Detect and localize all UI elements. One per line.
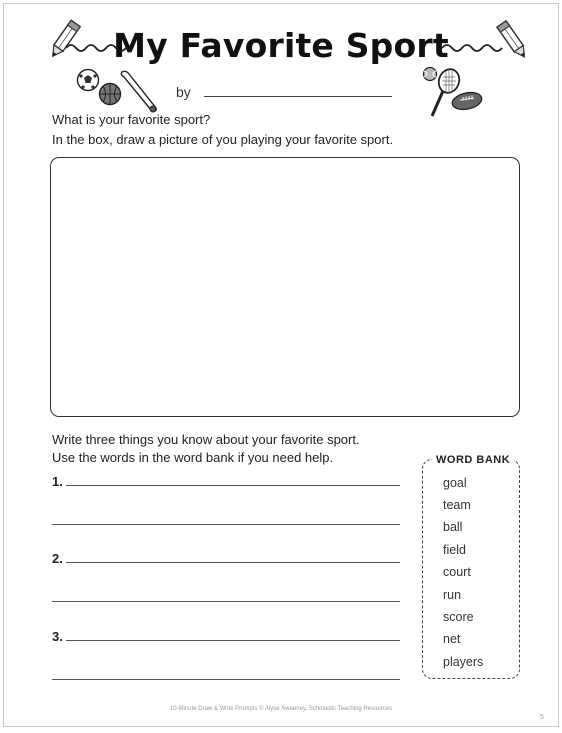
item-number-3: 3. <box>52 629 63 644</box>
basketball-icon <box>98 82 122 106</box>
word-bank-title: WORD BANK <box>432 454 514 466</box>
word-bank-item: field <box>443 543 466 557</box>
drawing-box[interactable] <box>50 157 520 417</box>
item-number-2: 2. <box>52 551 63 566</box>
word-bank-item: court <box>443 565 471 579</box>
page-title: My Favorite Sport <box>113 26 449 65</box>
write-instruction: Write three things you know about your favorite sport. <box>52 432 360 447</box>
writing-line[interactable] <box>66 562 400 563</box>
writing-line[interactable] <box>52 524 400 525</box>
name-line[interactable] <box>204 96 392 97</box>
word-bank-item: goal <box>443 476 467 490</box>
writing-line[interactable] <box>66 640 400 641</box>
football-icon <box>450 90 484 112</box>
word-bank-item: net <box>443 632 461 646</box>
worksheet-page <box>3 3 559 727</box>
word-bank-item: score <box>443 610 474 624</box>
by-label: by <box>176 84 191 100</box>
word-bank-item: run <box>443 588 462 602</box>
writing-line[interactable] <box>52 601 400 602</box>
writing-line[interactable] <box>66 485 400 486</box>
writing-line[interactable] <box>52 679 400 680</box>
write-help-instruction: Use the words in the word bank if you need help. <box>52 450 334 465</box>
prompt-instruction: In the box, draw a picture of you playing your favorite sport. <box>52 132 394 147</box>
footer-credit: 10-Minute Draw & Write Prompts © Alyse Sweeney, Scholastic Teaching Resources <box>169 706 393 712</box>
word-bank-box <box>422 459 520 679</box>
word-bank-item: team <box>443 498 471 512</box>
page-number: 5 <box>540 714 544 721</box>
item-number-1: 1. <box>52 474 63 489</box>
soccer-ball-icon <box>76 68 100 92</box>
word-bank-item: ball <box>443 520 463 534</box>
prompt-question: What is your favorite sport? <box>52 112 211 127</box>
word-bank-item: players <box>443 655 484 669</box>
baseball-bat-icon <box>116 68 160 114</box>
